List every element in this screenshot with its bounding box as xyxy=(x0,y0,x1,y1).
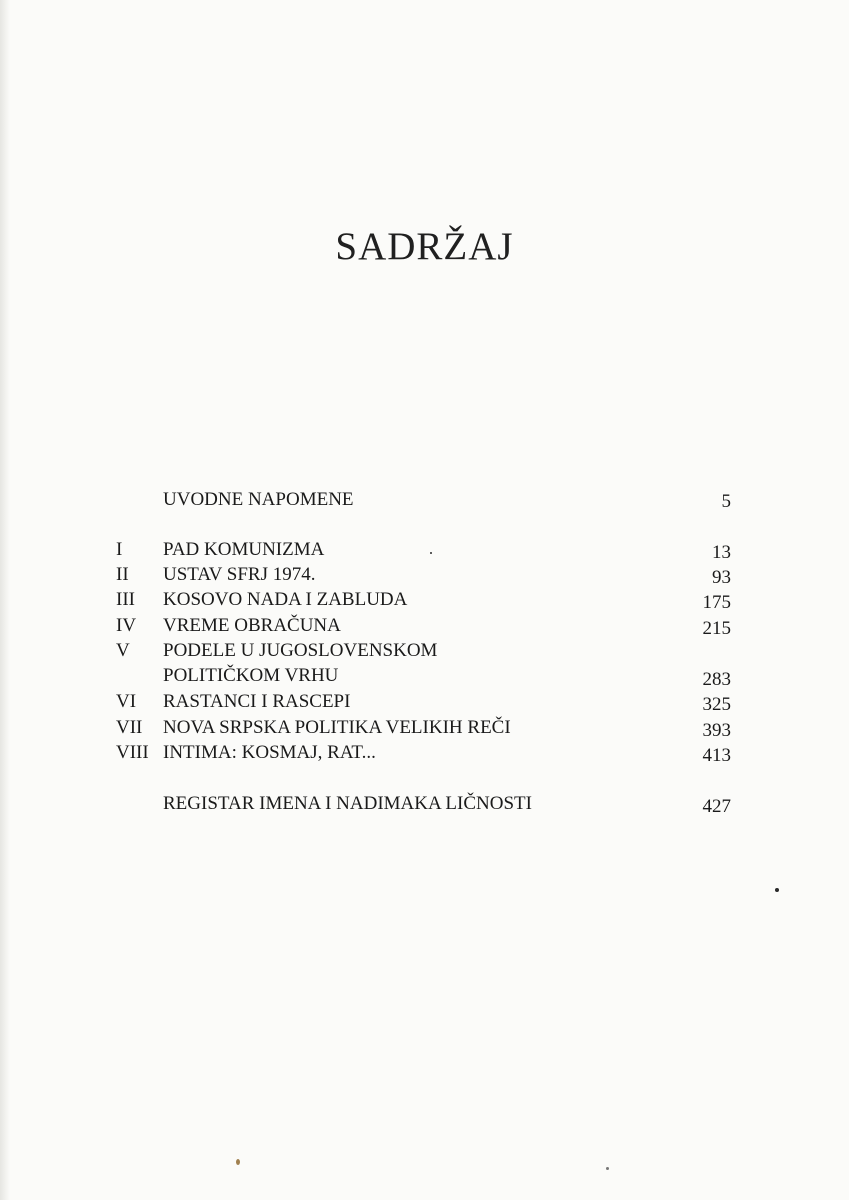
toc-chapter-title: USTAV SFRJ 1974. xyxy=(163,564,316,585)
toc-intro-page: 5 xyxy=(721,491,731,512)
toc-chapter-number: II xyxy=(116,564,129,585)
toc-chapter-page: 175 xyxy=(702,592,731,613)
toc-chapter-number: IV xyxy=(116,615,137,636)
toc-register-label: REGISTAR IMENA I NADIMAKA LIČNOSTI xyxy=(163,793,532,814)
toc-chapter-number: VII xyxy=(116,717,143,738)
toc-chapter-page: 283 xyxy=(702,669,731,690)
toc-chapter-number: VI xyxy=(116,691,137,712)
toc-chapter-title: KOSOVO NADA I ZABLUDA xyxy=(163,589,408,610)
paper-speck xyxy=(236,1159,240,1165)
toc-chapter-title: NOVA SRPSKA POLITIKA VELIKIH REČI xyxy=(163,717,511,738)
paper-speck xyxy=(775,888,779,892)
toc-chapter-page: 413 xyxy=(702,745,731,766)
toc-chapter-number: V xyxy=(116,640,130,661)
toc-chapter-title: PODELE U JUGOSLOVENSKOM xyxy=(163,640,438,661)
toc-chapter-title: INTIMA: KOSMAJ, RAT... xyxy=(163,742,376,763)
paper-speck xyxy=(430,552,432,554)
paper-speck xyxy=(606,1167,609,1170)
toc-chapter-title: RASTANCI I RASCEPI xyxy=(163,691,351,712)
toc-chapter-number: III xyxy=(116,589,135,610)
toc-chapter-number: VIII xyxy=(116,742,149,763)
toc-chapter-title-continued: POLITIČKOM VRHU xyxy=(163,665,339,686)
toc-chapter-page: 325 xyxy=(702,694,731,715)
toc-chapter-page: 393 xyxy=(702,720,731,741)
toc-register-page: 427 xyxy=(702,796,731,817)
toc-chapter-title: VREME OBRAČUNA xyxy=(163,615,341,636)
toc-chapter-page: 93 xyxy=(712,567,731,588)
toc-chapter-title: PAD KOMUNIZMA xyxy=(163,539,325,560)
toc-chapter-page: 215 xyxy=(702,618,731,639)
toc-chapter-number: I xyxy=(116,539,123,560)
toc-intro-label: UVODNE NAPOMENE xyxy=(163,489,354,510)
toc-chapter-page: 13 xyxy=(712,542,731,563)
page-title: SADRŽAJ xyxy=(335,225,514,268)
